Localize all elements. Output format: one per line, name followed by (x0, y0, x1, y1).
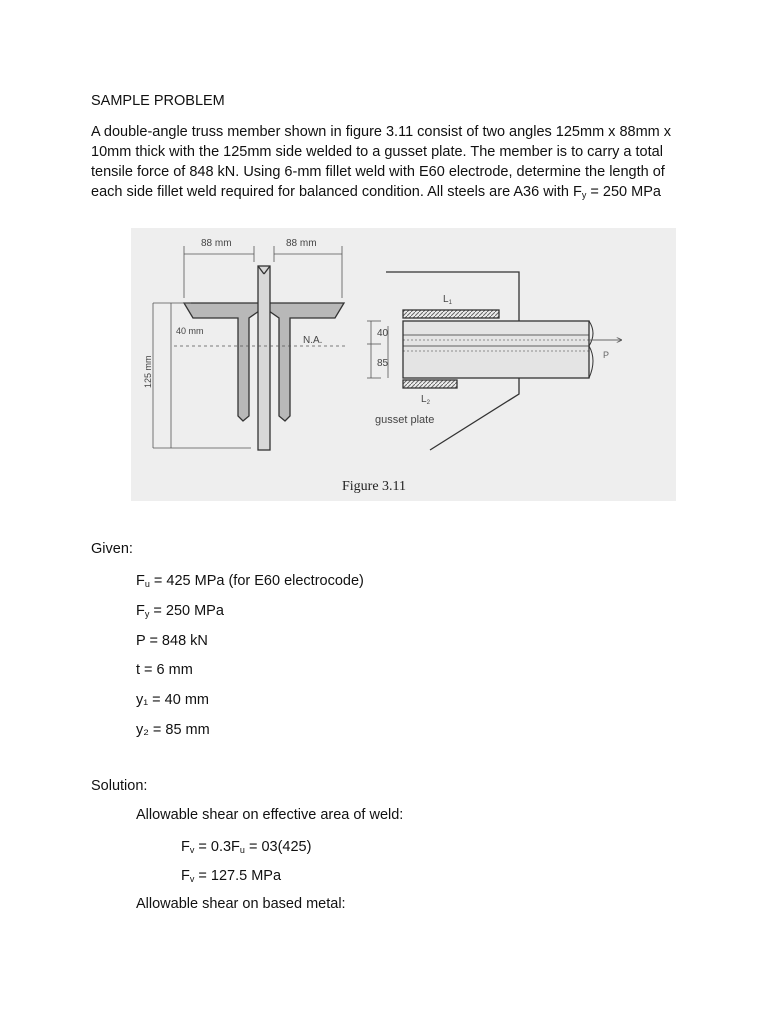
problem-text-end: = 250 MPa (586, 184, 661, 200)
figure-3-11 (131, 228, 676, 501)
equation-fv-formula: $F_v = 0.3F_u = 03(425)$ (181, 839, 312, 855)
p-label: P (603, 350, 610, 360)
given-title: Given: (91, 541, 133, 557)
dim-40mm: 40 mm (176, 326, 204, 336)
given-item-y1: y₁ = 40 mm (136, 692, 209, 709)
dim-40: 40 (377, 328, 389, 339)
dim-85: 85 (377, 358, 389, 369)
solution-line-base-metal: Allowable shear on based metal: (136, 896, 346, 912)
figure-caption: Figure 3.11 (342, 479, 407, 494)
given-item-y2: y₂ = 85 mm (136, 721, 210, 738)
problem-heading: SAMPLE PROBLEM (91, 93, 225, 109)
figure-drawing (131, 228, 676, 501)
problem-statement (91, 122, 681, 205)
given-list (136, 571, 364, 750)
problem-text-subscript: y (581, 190, 587, 200)
dim-125mm: 125 mm (143, 355, 153, 388)
given-item-fy: $F_y = 250$ MPa (136, 602, 224, 619)
problem-text: A double-angle truss member shown in figure 3.11 consist of two angles 125mm x 88mm x 10mm thick with the 125mm side welded to a gusset plate. The member is to carry a total tensile force of 848 kN. Using 6-mm fillet weld with E60 electrode, determine the length of each side fillet weld required for balanced condition. All steels are A36 with F (91, 124, 672, 200)
l1-label: $L_1$ (443, 294, 452, 306)
solution-title: Solution: (91, 778, 148, 794)
given-item-p: P = 848 kN (136, 632, 208, 649)
solution-equations (181, 837, 311, 895)
l2-label: $L_2$ (421, 394, 430, 406)
na-label: N.A. (303, 335, 323, 346)
solution-line-weld: Allowable shear on effective area of weld: (136, 807, 404, 823)
equation-fv-value: $F_v = 127.5$ MPa (181, 868, 282, 884)
gusset-plate-label: gusset plate (375, 414, 435, 426)
dim-88mm-left: 88 mm (201, 238, 232, 249)
given-item-t: t = 6 mm (136, 662, 193, 679)
dim-88mm-right: 88 mm (286, 238, 317, 249)
given-item-fu: $F_u = 425$ MPa (for E60 electrocode) (136, 573, 364, 589)
